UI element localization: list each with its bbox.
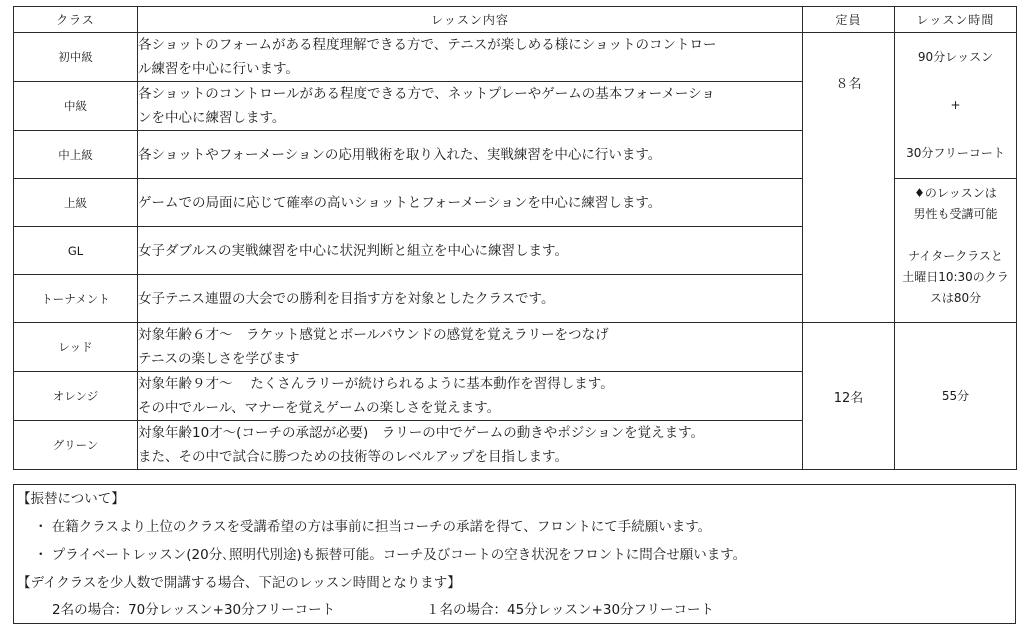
class-name: GL	[14, 227, 138, 275]
description-line: 対象年齢９才～ たくさんラリーが続けられるように基本動作を習得します。	[138, 376, 614, 392]
table-header-row	[14, 7, 1017, 33]
notes-box	[13, 484, 1016, 624]
class-description	[138, 323, 803, 372]
lesson-time-junior: 55分	[895, 323, 1017, 470]
class-name: 初中級	[14, 33, 138, 82]
lesson-time-note	[895, 179, 1017, 323]
class-name: 中上級	[14, 131, 138, 179]
header-lesson-time: レッスン時間	[895, 7, 1017, 33]
class-description	[138, 275, 803, 323]
description-line: また、その中で試合に勝つための技術等のレベルアップを目指します。	[138, 449, 568, 465]
transfer-note-1: ・ 在籍クラスより上位のクラスを受講希望の方は事前に担当コーチの承諾を得て、フロントにて手続願います。	[34, 519, 712, 535]
class-name: グリーン	[14, 421, 138, 470]
class-description	[138, 33, 803, 82]
spacer	[895, 225, 1016, 246]
description-line: ゲームでの局面に応じて確率の高いショットとフォーメーションを中心に練習します。	[138, 194, 662, 211]
lesson-time-adult	[895, 33, 1017, 179]
spacer	[895, 68, 1016, 95]
lesson-table-wrapper	[13, 6, 1016, 470]
class-name: レッド	[14, 323, 138, 372]
lesson-time-line: 30分フリーコート	[906, 146, 1005, 160]
lesson-time-plus: +	[950, 98, 961, 112]
note-line: 土曜日10:30のクラ	[902, 270, 1009, 284]
note-line: スは80分	[929, 291, 982, 305]
class-description	[138, 82, 803, 131]
description-line: 女子ダブルスの実戦練習を中心に状況判断と組立を中心に練習します。	[138, 242, 568, 259]
lesson-time-line: 90分レッスン	[917, 50, 994, 64]
header-content: レッスン内容	[138, 7, 803, 33]
class-description	[138, 421, 803, 470]
description-line: 各ショットのコントロールがある程度できる方で、ネットプレーやゲームの基本フォーメーショ	[138, 86, 715, 102]
lesson-table	[13, 6, 1017, 470]
description-line: ル練習を中心に行います。	[138, 61, 299, 77]
capacity-junior: 12名	[803, 323, 895, 470]
description-line: その中でルール、マナーを覚えゲームの楽しさを覚えます。	[138, 400, 501, 416]
transfer-note-2: ・ プライベートレッスン(20分､照明代別途)も振替可能。コーチ及びコートの空き状況をフロントに問合せ願います。	[34, 547, 747, 563]
note-line: 男性も受講可能	[913, 207, 998, 221]
spacer	[895, 116, 1016, 143]
note-line: ♦のレッスンは	[914, 186, 997, 200]
description-line: 各ショットのフォームがある程度理解できる方で、テニスが楽しめる様にショットのコントロー	[138, 37, 717, 53]
class-name: トーナメント	[14, 275, 138, 323]
class-name: 中級	[14, 82, 138, 131]
class-description	[138, 179, 803, 227]
description-line: 各ショットやフォーメーションの応用戦術を取り入れた、実戦練習を中心に行います。	[138, 146, 662, 163]
class-name: オレンジ	[14, 372, 138, 421]
class-description	[138, 131, 803, 179]
header-capacity: 定員	[803, 7, 895, 33]
class-description	[138, 227, 803, 275]
class-description	[138, 372, 803, 421]
two-people-note: 2名の場合：70分レッスン+30分フリーコート	[52, 602, 336, 618]
day-class-heading: 【デイクラスを少人数で開講する場合、下記のレッスン時間となります】	[17, 575, 461, 591]
description-line: 女子テニス連盟の大会での勝利を目指す方を対象としたクラスです。	[138, 290, 555, 307]
description-line: 対象年齢６才～ ラケット感覚とボールバウンドの感覚を覚えラリーをつなげ	[138, 327, 609, 343]
one-person-note: １名の場合：45分レッスン+30分フリーコート	[426, 602, 714, 618]
header-class: クラス	[14, 7, 138, 33]
table-row	[14, 33, 1017, 82]
class-name: 上級	[14, 179, 138, 227]
description-line: 対象年齢10才～(コーチの承認が必要) ラリーの中でゲームの動きやポジションを覚えます。	[138, 425, 705, 441]
transfer-heading: 【振替について】	[17, 491, 125, 507]
capacity-adult: ８名	[803, 33, 895, 323]
description-line: テニスの楽しさを学びます	[138, 351, 300, 367]
description-line: ンを中心に練習します。	[138, 110, 286, 126]
table-row	[14, 323, 1017, 372]
note-line: ナイタークラスと	[908, 249, 1003, 263]
